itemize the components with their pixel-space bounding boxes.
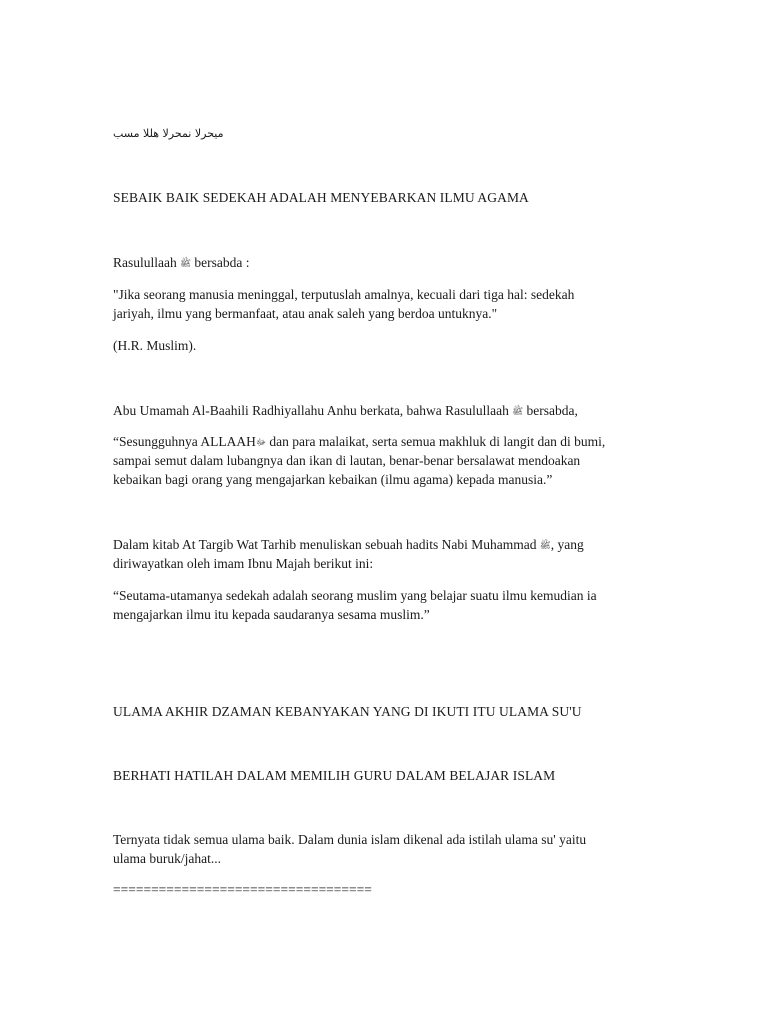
text-segment: “Sesungguhnya ALLAAH	[113, 434, 256, 449]
quote-ibnu-majah-line-2: mengajarkan ilmu itu kepada saudaranya sesama muslim.”	[113, 607, 430, 622]
text-segment: Abu Umamah Al-Baahili Radhiyallahu Anhu berkata, bahwa Rasulullaah	[113, 403, 513, 418]
basmalah: بسم الله الرحمن الرحيم	[113, 127, 224, 140]
salawat-symbol: ﷺ	[512, 407, 524, 417]
paragraph-rasulullaah-bersabda	[113, 253, 249, 274]
quote-allaah-line-3: kebaikan bagi orang yang mengajarkan kebaikan (ilmu agama) kepada manusia.”	[113, 472, 553, 487]
text-segment: dan para malaikat, serta semua makhluk di langit dan di bumi,	[266, 434, 606, 449]
text-segment: Dalam kitab At Targib Wat Tarhib menuliskan sebuah hadits Nabi Muhammad	[113, 537, 540, 552]
quote-hadith-muslim-line-2: jariyah, ilmu yang bermanfaat, atau anak saleh yang berdoa untuknya."	[113, 306, 498, 321]
paragraph-ulama-su-line-2: ulama buruk/jahat...	[113, 851, 221, 866]
paragraph-ulama-su-line-1: Ternyata tidak semua ulama baik. Dalam dunia islam dikenal ada istilah ulama su' yaitu	[113, 832, 587, 847]
paragraph-at-targib-line-1	[113, 535, 584, 556]
heading-ulama-akhir-dzaman: ULAMA AKHIR DZAMAN KEBANYAKAN YANG DI IKUTI ITU ULAMA SU'U	[113, 704, 582, 719]
salawat-symbol: ﷺ	[539, 541, 551, 551]
quote-allaah-line-1	[113, 432, 605, 453]
divider-line: ==================================	[113, 882, 372, 897]
paragraph-at-targib-line-2: diriwayatkan oleh imam Ibnu Majah berikut ini:	[113, 556, 374, 571]
text-segment: bersabda :	[191, 255, 250, 270]
quote-ibnu-majah-line-1: “Seutama-utamanya sedekah adalah seorang muslim yang belajar suatu ilmu kemudian ia	[113, 588, 597, 603]
text-segment: bersabda,	[523, 403, 578, 418]
jalla-jalaluhu-symbol: ﷻ	[255, 438, 267, 448]
salawat-symbol: ﷺ	[180, 259, 191, 269]
hadith-source: (H.R. Muslim).	[113, 338, 197, 353]
heading-berhati-hatilah: BERHATI HATILAH DALAM MEMILIH GURU DALAM BELAJAR ISLAM	[113, 768, 556, 783]
text-segment: , yang	[550, 537, 584, 552]
text-segment: Rasulullaah	[113, 255, 181, 270]
quote-hadith-muslim-line-1: "Jika seorang manusia meninggal, terputuslah amalnya, kecuali dari tiga hal: sedekah	[113, 287, 575, 302]
paragraph-abu-umamah	[113, 401, 578, 422]
heading-sedekah: SEBAIK BAIK SEDEKAH ADALAH MENYEBARKAN ILMU AGAMA	[113, 190, 529, 205]
quote-allaah-line-2: sampai semut dalam lubangnya dan ikan di lautan, benar-benar bersalawat mendoakan	[113, 453, 581, 468]
